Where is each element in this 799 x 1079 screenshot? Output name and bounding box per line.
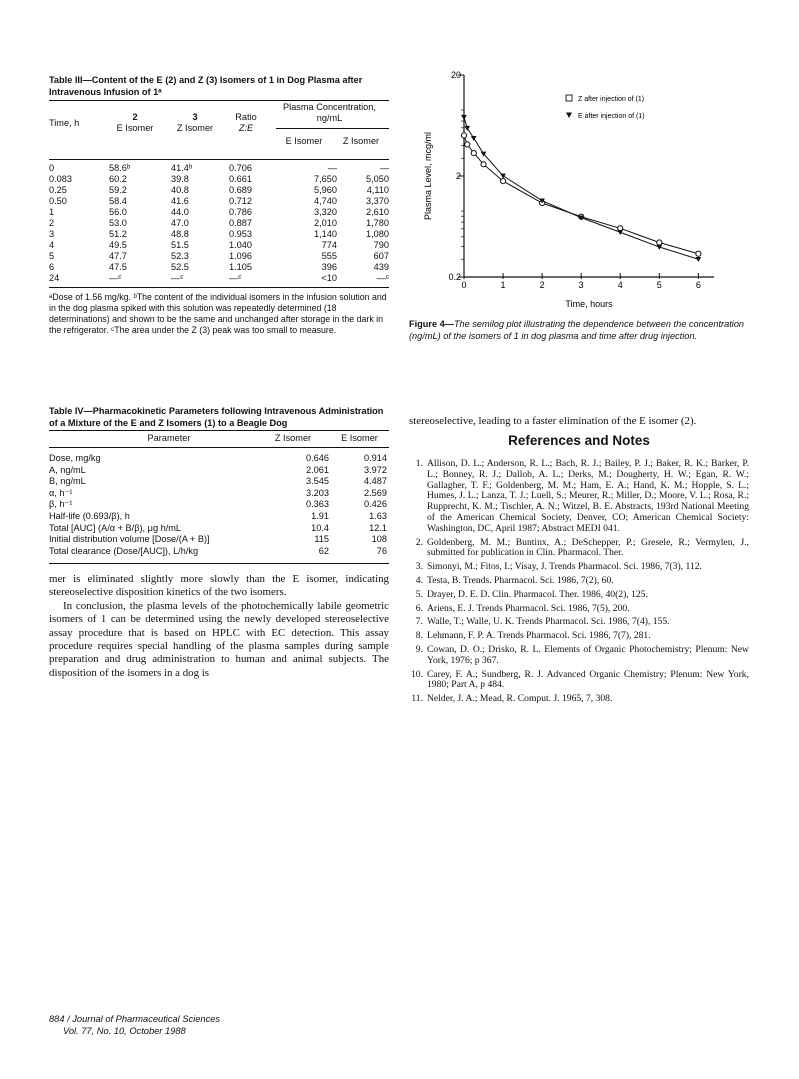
table3-header-plasma-unit: ng/mL [316, 113, 343, 123]
table3-cell: 439 [373, 262, 389, 272]
table4-top-rule [49, 430, 389, 431]
table4-header-parameter: Parameter [147, 433, 191, 443]
table4-cell: 3.545 [306, 476, 329, 487]
table3-cell: —ᶜ [109, 273, 122, 283]
table4-cell: α, h⁻¹ [49, 487, 73, 498]
table4-cell: 2.569 [364, 487, 387, 498]
x-tick-label: 5 [656, 280, 662, 290]
table3-header-col2-label: E Isomer [116, 123, 154, 133]
table3-cell: 3 [49, 229, 55, 239]
table3-cell: —ᶜ [229, 273, 242, 283]
table3-cell: 58.6ᵇ [109, 163, 131, 173]
data-point-z [657, 240, 662, 245]
reference-text: Walle, T.; Walle, U. K. Trends Pharmacol. Sci. 1986, 7(4), 155. [427, 616, 670, 628]
data-point-e [471, 136, 477, 141]
legend-marker-z [566, 95, 572, 101]
table4-cell: Total [AUC] (A/α + B/β), μg h/mL [49, 522, 182, 533]
figure4-caption-label: Figure 4— [409, 319, 454, 329]
table3-cell: 1.040 [229, 240, 252, 250]
reference-item [409, 694, 749, 705]
page-footer [49, 1014, 349, 1037]
table3-cell: 1 [49, 207, 55, 217]
table3-cell: 4,110 [366, 185, 389, 195]
reference-text: Testa, B. Trends. Pharmacol. Sci. 1986, 7(2), 60. [427, 574, 614, 586]
table3-cell: 53.0 [109, 218, 127, 228]
table3-cell: 0.887 [229, 218, 252, 228]
table3-body [49, 163, 389, 285]
reference-number: 2. [415, 536, 423, 548]
left-body-text [49, 573, 389, 680]
table4-cell: 0.646 [306, 453, 329, 463]
table3-header-ratio: Ratio [235, 112, 257, 122]
table3-cell: 52.3 [171, 251, 189, 261]
table3-header-col3-num: 3 [192, 112, 198, 122]
reference-item [409, 562, 749, 573]
table4-cell: 0.914 [364, 453, 387, 463]
table3-cell: 0.661 [229, 174, 252, 184]
data-point-e [696, 257, 702, 262]
reference-text: Carey, F. A.; Sundberg, R. J. Advanced Organic Chemistry; Plenum: New York, 1980; Part A, p 484. [427, 668, 749, 691]
data-point-z [500, 179, 505, 184]
table3-cell: 555 [321, 251, 337, 261]
footer-journal: 884 / Journal of Pharmaceutical Sciences [49, 1014, 221, 1024]
table3-cell: 6 [49, 262, 55, 272]
table3-cell: 60.2 [109, 174, 127, 184]
table3-cell: 0.706 [229, 163, 252, 173]
reference-number: 10. [411, 668, 423, 680]
reference-text: Drayer, D. E. D. Clin. Pharmacol. Ther. 1986, 40(2), 125. [427, 588, 648, 600]
table4-cell: 115 [314, 534, 329, 545]
table3-cell: 24 [49, 273, 60, 283]
reference-number: 4. [415, 574, 423, 586]
x-tick-label: 6 [695, 280, 701, 290]
reference-text: Cowan, D. O.; Drisko, R. L. Elements of Organic Photochemistry; Plenum: New York, 1976; p 367. [427, 643, 749, 666]
table3-header-col3-label: Z Isomer [176, 123, 214, 133]
data-point-e [461, 115, 467, 120]
table3-cell: 1,080 [366, 229, 389, 239]
reference-text: Goldenberg, M. M.; Buntinx, A.; DeSchepper, P.; Gresele, R.; Vermylen, J., submitted for publication in Clin. Pharmacol. Ther. [427, 536, 749, 559]
table3-header-ratio-sub: Z:E [238, 123, 254, 133]
left-body-paragraph-1: mer is eliminated slightly more slowly than the E isomer, indicating stereoselective disposition kinetics of the two isomers. [49, 573, 389, 599]
reference-item [409, 617, 749, 628]
table3-cell: 1,140 [314, 229, 337, 239]
data-point-e [464, 126, 470, 131]
x-tick-label: 4 [617, 280, 623, 290]
references-list [409, 459, 749, 708]
x-axis-label: Time, hours [565, 299, 613, 309]
data-point-z [471, 151, 476, 156]
table3-notes: ᵃDose of 1.56 mg/kg. ᵇThe content of the individual isomers in the infusion solution and in the dog plasma spiked with this solution was repeatedly determined (18 determinations) and shown to be the same and unchanged after storage in the dark in the refrigerator. ᶜThe area under the Z (3) peak was too small to measure. [49, 292, 387, 335]
table3-cell: 41.6 [171, 196, 189, 206]
y-tick-label: 20 [450, 70, 461, 80]
table3-cell: 3,320 [314, 207, 337, 217]
table4-cell: 12.1 [369, 522, 387, 533]
figure4-caption-text: The semilog plot illustrating the dependence between the concentration (ng/mL) of the isomers of 1 in dog plasma and time after drug injection. [409, 319, 745, 341]
table4-header-e: E Isomer [341, 433, 378, 443]
table3-cell: 0.689 [229, 185, 252, 195]
table3-cell: —ᶜ [171, 273, 184, 283]
footer-issue: Vol. 77, No. 10, October 1988 [63, 1025, 186, 1036]
data-point-z [481, 162, 486, 167]
x-tick-label: 2 [539, 280, 545, 290]
figure4-caption [409, 319, 749, 342]
table3-title: Table III—Content of the E (2) and Z (3) Isomers of 1 in Dog Plasma after Intravenous Infusion of 1ᵃ [49, 75, 363, 97]
table3-cell: 51.2 [109, 229, 127, 239]
table3-cell: 49.5 [109, 240, 127, 250]
reference-item [409, 670, 749, 692]
table4-mid-rule [49, 447, 389, 448]
table3-cell: <10 [321, 273, 337, 283]
table4-cell: 2.061 [306, 464, 329, 475]
table4-cell: 1.63 [369, 511, 387, 521]
table4-cell: 4.487 [364, 476, 387, 487]
table3-cell: 40.8 [171, 185, 189, 195]
table4-cell: A, ng/mL [49, 464, 86, 475]
reference-text: Nelder, J. A.; Mead, R. Comput. J. 1965, 7, 308. [427, 693, 613, 705]
table4-cell: Initial distribution volume [Dose/(A + B)] [49, 534, 210, 545]
table3-cell: 2,610 [366, 207, 389, 217]
table4-bottom-rule [49, 563, 389, 564]
table3-cell: 59.2 [109, 185, 127, 195]
table4-cell: Half-life (0.693/β), h [49, 511, 130, 521]
table3-cell: 44.0 [171, 207, 189, 217]
reference-item [409, 459, 749, 535]
table3-cell: 396 [321, 262, 337, 272]
reference-text: Ariens, E. J. Trends Pharmacol. Sci. 1986, 7(5), 200. [427, 602, 630, 614]
reference-number: 11. [411, 693, 423, 705]
table3-cell: 4 [49, 240, 55, 250]
table3-cell: — [327, 163, 337, 173]
table3-cell: 0 [49, 163, 55, 173]
table4-cell: 3.203 [306, 487, 329, 498]
table4-cell: β, h⁻¹ [49, 499, 73, 510]
table3-cell: 774 [321, 240, 337, 250]
table4-cell: 62 [318, 545, 329, 556]
table4-cell: 108 [371, 534, 387, 545]
data-point-z [461, 133, 466, 138]
y-tick-label: 0.2 [448, 272, 461, 282]
table4-cell: 10.4 [311, 522, 329, 533]
table3-cell: 47.5 [109, 262, 127, 272]
table3-cell: — [379, 163, 389, 173]
y-tick-label: 2 [455, 171, 461, 181]
data-point-e [500, 174, 506, 179]
reference-text: Lehmann, F. P. A. Trends Pharmacol. Sci. 1986, 7(7), 281. [427, 630, 651, 642]
reference-item [409, 590, 749, 601]
reference-number: 9. [415, 643, 423, 655]
figure4-chart [409, 66, 749, 316]
reference-item [409, 576, 749, 587]
table3-cell: 51.5 [171, 240, 189, 250]
table3-header-time: Time, h [49, 118, 80, 128]
table3-cell: 0.712 [229, 196, 252, 206]
table3-cell: 56.0 [109, 207, 127, 217]
legend-label: Z after injection of (1) [578, 96, 645, 103]
reference-text: Allison, D. L.; Anderson, R. L.; Bach, R. J.; Bailey, P. J.; Baker, R. K.; Barker, P. L.; Bonney, R. J.; Dallob, A. L.; Derks, M.; Dougherty, H. W.; Egan, R. W.; Gallagher, T. F.; Goldenberg, M. M.; Ham, E. A.; Hand, K. M.; Hopple, S. L.; Humes, J. L.; Lanza, T. J.; Luell, S.; Meurer, R.; Miller, D.; Moore, V. L.; Rosa, R.; Rupprecht, K. M.; Tischler, A. N.; Witzel, B. E. Abstracts, 193rd National Meeting of the American Chemical Society, Denver, CO; American Chemical Society: Washington, DC, April 1987; Abstract MEDI 041. [427, 458, 749, 534]
references-heading: References and Notes [508, 433, 650, 448]
x-tick-label: 3 [578, 280, 584, 290]
reference-number: 8. [415, 630, 423, 642]
table4-cell: Total clearance (Dose/[AUC]), L/h/kg [49, 545, 199, 556]
table3-cell: —ᶜ [376, 273, 389, 283]
reference-item [409, 631, 749, 642]
table3-cell: 39.8 [171, 174, 189, 184]
table3-mid-rule [49, 159, 389, 160]
reference-item [409, 604, 749, 615]
table3-cell: 1,780 [366, 218, 389, 228]
table3-cell: 607 [373, 251, 389, 261]
y-axis-label: Plasma Level, mcg/ml [423, 131, 433, 221]
table3-cell: 0.953 [229, 229, 252, 239]
reference-number: 3. [415, 561, 423, 573]
legend-label: E after injection of (1) [578, 113, 645, 120]
table3-header-pe: E Isomer [285, 136, 323, 146]
table3-cell: 7,650 [314, 174, 337, 184]
table4-body [49, 453, 389, 561]
reference-number: 1. [415, 458, 423, 469]
reference-number: 7. [415, 616, 423, 628]
table3-cell: 5,050 [366, 174, 389, 184]
table3-cell: 2 [49, 218, 55, 228]
table4-cell: B, ng/mL [49, 476, 86, 487]
table3-cell: 2,010 [314, 218, 337, 228]
x-tick-label: 0 [461, 280, 467, 290]
data-point-z [696, 251, 701, 256]
table3-header-plasma: Plasma Concentration, [283, 102, 376, 112]
table3-cell: 47.7 [109, 251, 127, 261]
table4-cell: 0.426 [364, 499, 387, 510]
table3-cell: 0.50 [49, 196, 67, 206]
table3-top-rule [49, 100, 389, 101]
right-body-text: stereoselective, leading to a faster elimination of the E isomer (2). [409, 415, 697, 427]
reference-number: 5. [415, 588, 423, 600]
table3-cell: 41.4ᵇ [171, 163, 193, 173]
reference-item [409, 538, 749, 560]
table3-cell: 48.8 [171, 229, 189, 239]
table3-cell: 0.25 [49, 185, 67, 195]
table3-cell: 0.786 [229, 207, 252, 217]
table3-cell: 52.5 [171, 262, 189, 272]
table4-title: Table IV—Pharmacokinetic Parameters following Intravenous Administration of a Mixture of the E and Z Isomers (1) to a Beagle Dog [49, 406, 384, 428]
table3-cell: 1.105 [229, 262, 252, 272]
table3-cell: 790 [373, 240, 389, 250]
table3-header-pz: Z Isomer [342, 136, 380, 146]
reference-text: Simonyi, M.; Fitos, I.; Visay, J. Trends Pharmacol. Sci. 1986, 7(3), 112. [427, 561, 702, 573]
x-tick-label: 1 [500, 280, 506, 290]
table4-cell: 0.363 [306, 499, 329, 510]
table3-bottom-rule [49, 287, 389, 288]
table3-plasma-rule [276, 128, 389, 129]
data-point-z [465, 142, 470, 147]
left-body-paragraph-2: In conclusion, the plasma levels of the photochemically labile geometric isomers of 1 can be determined using the newly developed stereoselective assay procedure that is based on HPLC with EC detection. This assay procedure requires special handling of the plasma samples during sample preparation and drug administration to human and animal subjects. The disposition of the isomers in a dog is [49, 599, 389, 679]
table3-header-col2-num: 2 [132, 112, 138, 122]
table4-cell: 1.91 [311, 511, 329, 521]
legend-marker-e [566, 113, 572, 119]
table3-cell: 4,740 [314, 196, 337, 206]
reference-item [409, 645, 749, 667]
table3-cell: 58.4 [109, 196, 127, 206]
table4-cell: Dose, mg/kg [49, 453, 101, 463]
table4-cell: 76 [376, 545, 387, 556]
table3-cell: 3,370 [366, 196, 389, 206]
table4-cell: 3.972 [364, 464, 387, 475]
table3-cell: 5,960 [314, 185, 337, 195]
table3-cell: 5 [49, 251, 55, 261]
series-line [464, 117, 698, 259]
table3-cell: 47.0 [171, 218, 189, 228]
series-line [464, 135, 698, 253]
table3-cell: 0.083 [49, 174, 72, 184]
table3-cell: 1.096 [229, 251, 252, 261]
reference-number: 6. [415, 602, 423, 614]
table4-header-z: Z Isomer [274, 433, 312, 443]
